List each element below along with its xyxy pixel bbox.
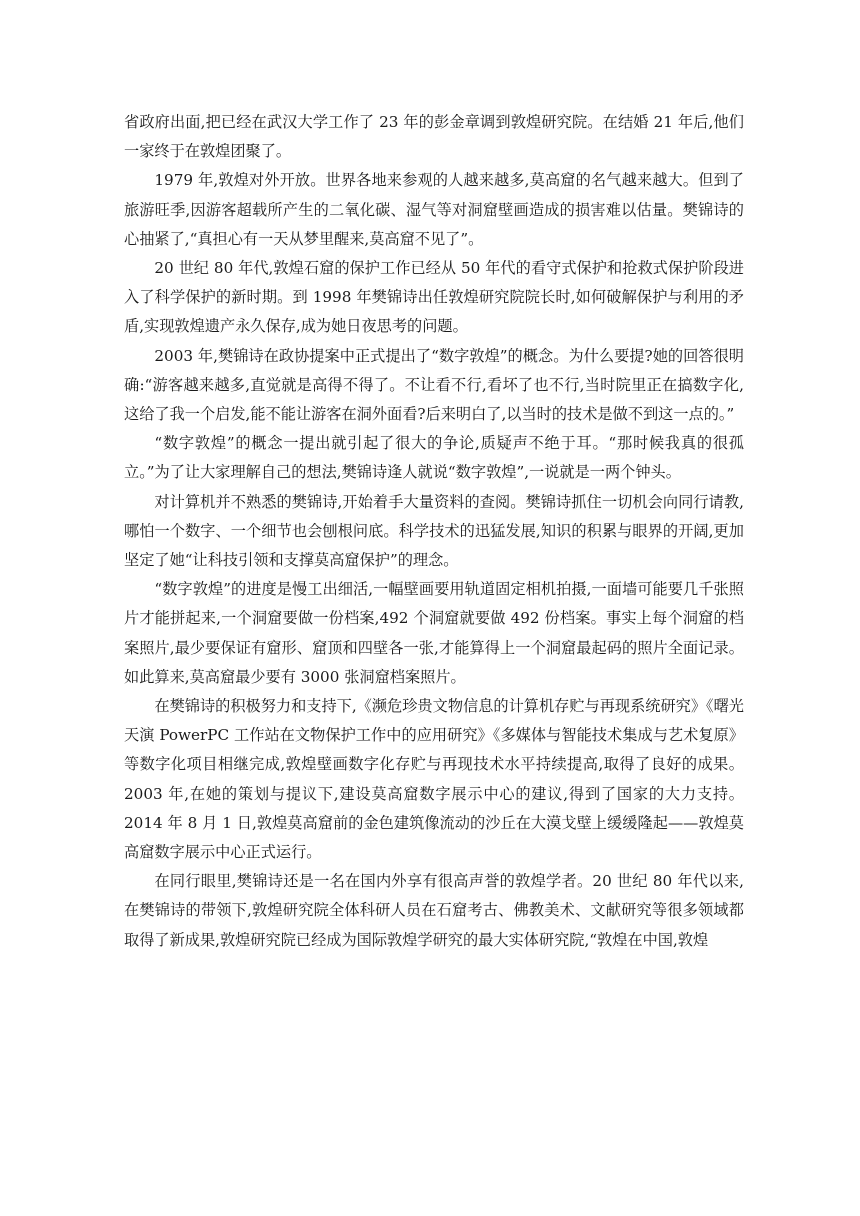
article-body <box>124 108 744 955</box>
paragraph-tourism-opening: 1979 年,敦煌对外开放。世界各地来参观的人越来越多,莫高窟的名气越来越大。但到了旅游旺季,因游客超载所产生的二氧化碳、湿气等对洞窟壁画造成的损害难以估量。樊锦诗的心抽紧了,“真担心有一天从梦里醒来,莫高窟不见了”。 <box>124 171 744 248</box>
paragraph-digitization-progress: “数字敦煌”的进度是慢工出细活,一幅壁画要用轨道固定相机拍摄,一面墙可能要几千张照片才能拼起来,一个洞窟要做一份档案,492 个洞窟就要做 492 份档案。事实上每个洞窟的档案照片,最少要保证有窟形、窟顶和四壁各一张,才能算得上一个洞窟最起码的照片全面记录。如此算来,莫高窟最少要有 3000 张洞窟档案照片。 <box>124 580 744 686</box>
paragraph-controversy: “数字敦煌”的概念一提出就引起了很大的争论,质疑声不绝于耳。“那时候我真的很孤立。”为了让大家理解自己的想法,樊锦诗逢人就说“数字敦煌”,一说就是一两个钟头。 <box>124 434 744 482</box>
paragraph-continuation: 省政府出面,把已经在武汉大学工作了 23 年的彭金章调到敦煌研究院。在结婚 21 年后,他们一家终于在敦煌团聚了。 <box>124 113 744 161</box>
paragraph-scholar-reputation: 在同行眼里,樊锦诗还是一名在国内外享有很高声誉的敦煌学者。20 世纪 80 年代以来,在樊锦诗的带领下,敦煌研究院全体科研人员在石窟考古、佛教美术、文献研究等很多领域都取得了新成果,敦煌研究院已经成为国际敦煌学研究的最大实体研究院,“敦煌在中国,敦煌 <box>124 872 744 949</box>
paragraph-scientific-protection: 20 世纪 80 年代,敦煌石窟的保护工作已经从 50 年代的看守式保护和抢救式保护阶段进入了科学保护的新时期。到 1998 年樊锦诗出任敦煌研究院院长时,如何破解保护与利用的矛盾,实现敦煌遗产永久保存,成为她日夜思考的问题。 <box>124 259 744 336</box>
paragraph-digital-dunhuang-proposal: 2003 年,樊锦诗在政协提案中正式提出了“数字敦煌”的概念。为什么要提?她的回答很明确:“游客越来越多,直觉就是高得不得了。不让看不行,看坏了也不行,当时院里正在搞数字化,这给了我一个启发,能不能让游客在洞外面看?后来明白了,以当时的技术是做不到这一点的。” <box>124 346 744 424</box>
paragraph-learning-computers: 对计算机并不熟悉的樊锦诗,开始着手大量资料的查阅。樊锦诗抓住一切机会向同行请教,哪怕一个数字、一个细节也会刨根问底。科学技术的迅猛发展,知识的积累与眼界的开阔,更加坚定了她“让科技引领和支撑莫高窟保护”的理念。 <box>124 492 744 570</box>
paragraph-research-projects: 在樊锦诗的积极努力和支持下,《濒危珍贵文物信息的计算机存贮与再现系统研究》《曙光天演 PowerPC 工作站在文物保护工作中的应用研究》《多媒体与智能技术集成与艺术复原》等数字化项目相继完成,敦煌壁画数字化存贮与再现技术水平持续提高,取得了良好的成果。2003 年,在她的策划与提议下,建设莫高窟数字展示中心的建议,得到了国家的大力支持。2014 年 8 月 1 日,敦煌莫高窟前的金色建筑像流动的沙丘在大漠戈壁上缓缓隆起——敦煌莫高窟数字展示中心正式运行。 <box>124 697 744 862</box>
